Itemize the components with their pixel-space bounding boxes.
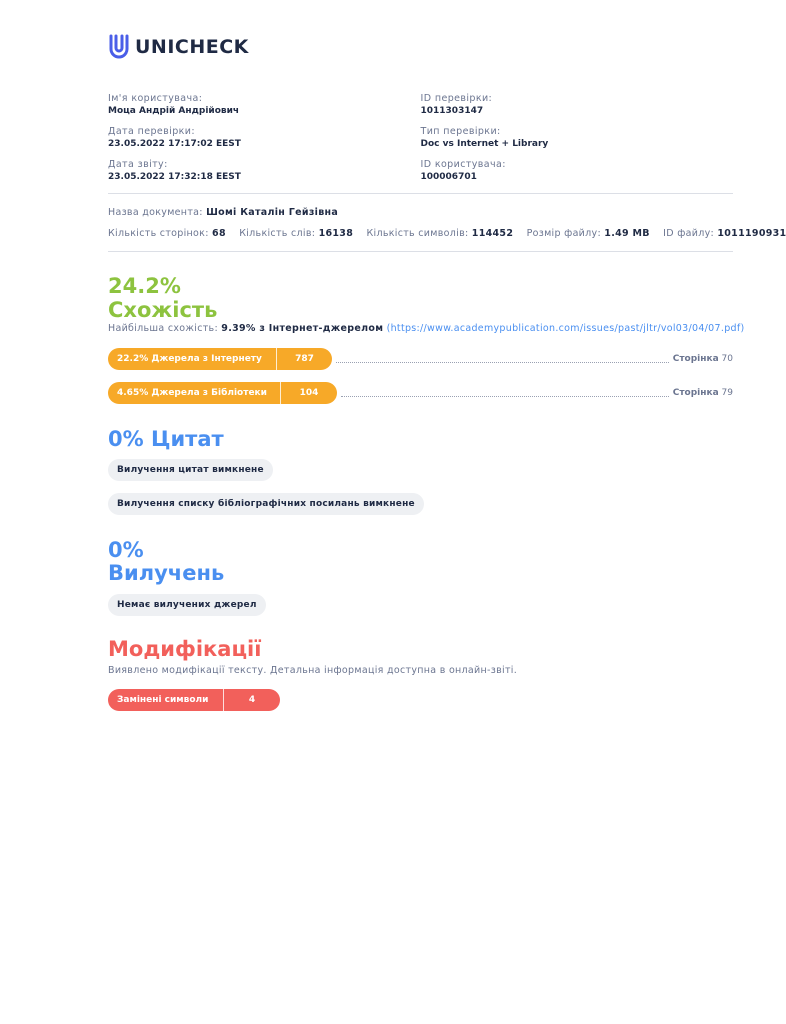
file-size: 1.49 MB	[604, 228, 650, 239]
exclusions-percent: 0%	[108, 538, 144, 562]
citations-excluded-tag: Вилучення цитат вимкнене	[108, 459, 273, 481]
divider	[108, 193, 733, 194]
no-excluded-sources-tag: Немає вилучених джерел	[108, 594, 266, 616]
size-label: Розмір файлу:	[526, 228, 601, 239]
user-name-label: Ім'я користувача:	[108, 93, 203, 104]
pages-label: Кількість сторінок:	[108, 228, 209, 239]
chars-label: Кількість символів:	[366, 228, 469, 239]
top-similarity-value: 9.39% з Інтернет-джерелом	[221, 323, 384, 334]
document-stats	[108, 228, 786, 239]
source-row-library	[108, 382, 733, 404]
report-meta	[108, 93, 733, 192]
words-label: Кількість слів:	[239, 228, 316, 239]
replaced-chars-count: 4	[248, 695, 256, 705]
check-type: Doc vs Internet + Library	[420, 139, 549, 149]
check-id-label: ID перевірки:	[420, 93, 493, 104]
unicheck-logo	[108, 34, 249, 60]
check-id: 1011303147	[420, 106, 484, 116]
dotted-leader	[341, 396, 669, 397]
internet-sources-label: 22.2% Джерела з Інтернету	[108, 348, 277, 370]
internet-sources-pill[interactable]	[108, 348, 332, 370]
check-date-label: Дата перевірки:	[108, 126, 195, 137]
check-type-label: Тип перевірки:	[420, 126, 501, 137]
dotted-leader	[336, 362, 669, 363]
replaced-chars-pill[interactable]	[108, 689, 280, 711]
modifications-description: Виявлено модифікації тексту. Детальна інформація доступна в онлайн-звіті.	[108, 665, 518, 676]
similarity-percent: 24.2%	[108, 274, 181, 298]
file-id-label: ID файлу:	[663, 228, 715, 239]
divider	[108, 251, 733, 252]
chars-count: 114452	[471, 228, 514, 239]
check-date: 23.05.2022 17:17:02 EEST	[108, 139, 241, 149]
document-name-line	[108, 207, 338, 218]
similarity-title: Схожість	[108, 298, 218, 322]
modifications-title: Модифікації	[108, 637, 262, 661]
internet-sources-page: Сторінка 70	[672, 354, 733, 364]
unicheck-logo-icon	[108, 34, 130, 60]
top-similarity-link[interactable]: (https://www.academypublication.com/issues/past/jltr/vol03/04/07.pdf)	[386, 323, 745, 334]
bibliography-excluded-tag: Вилучення списку бібліографічних посилань вимкнене	[108, 493, 424, 515]
internet-sources-count: 787	[295, 354, 314, 364]
user-name: Моца Андрій Андрійович	[108, 106, 240, 116]
user-id-label: ID користувача:	[420, 159, 506, 170]
words-count: 16138	[318, 228, 354, 239]
top-similarity-label: Найбільша схожість:	[108, 323, 218, 334]
library-sources-page: Сторінка 79	[672, 388, 733, 398]
document-name: Шомі Каталін Гейзівна	[206, 207, 339, 218]
top-similarity-line	[108, 323, 745, 334]
report-date-label: Дата звіту:	[108, 159, 168, 170]
modifications-row	[108, 689, 733, 711]
library-sources-pill[interactable]	[108, 382, 337, 404]
pages-count: 68	[212, 228, 226, 239]
brand-name: UNICHECK	[135, 36, 249, 58]
library-sources-label: 4.65% Джерела з Бібліотеки	[108, 382, 281, 404]
library-sources-count: 104	[299, 388, 319, 398]
citations-title: 0% Цитат	[108, 427, 224, 451]
replaced-chars-label: Замінені символи	[108, 689, 224, 711]
user-id: 100006701	[420, 172, 477, 182]
file-id: 1011190931	[717, 228, 786, 239]
source-row-internet	[108, 348, 733, 370]
exclusions-title: Вилучень	[108, 561, 225, 585]
report-date: 23.05.2022 17:32:18 EEST	[108, 172, 241, 182]
document-name-label: Назва документа:	[108, 207, 203, 218]
